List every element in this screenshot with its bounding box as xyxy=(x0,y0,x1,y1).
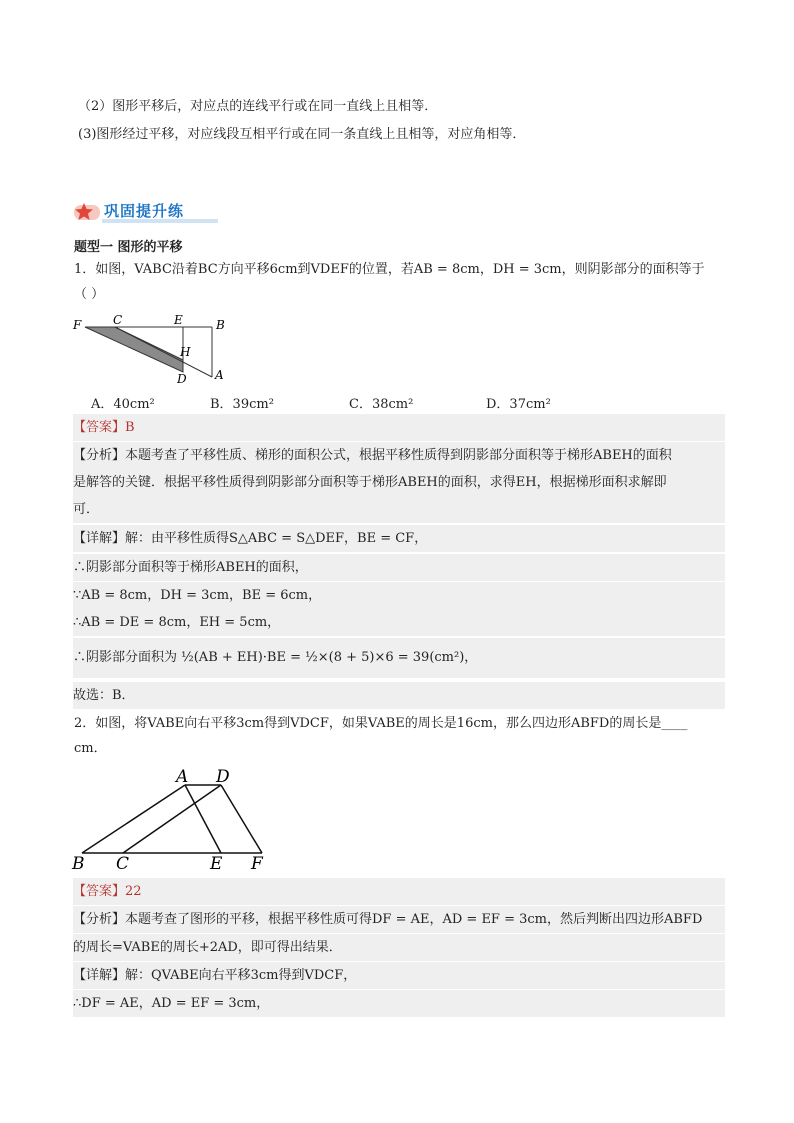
label-H: H xyxy=(180,345,191,359)
star-icon xyxy=(74,202,100,222)
q1-detail-2: ∴阴影部分面积等于梯形ABEH的面积， xyxy=(73,554,725,581)
property-3: (3)图形经过平移，对应线段互相平行或在同一条直线上且相等，对应角相等． xyxy=(78,127,526,142)
label-D: D xyxy=(177,372,187,385)
label-C: C xyxy=(116,854,130,874)
label-B: B xyxy=(72,854,85,874)
q1-detail-3: ∵AB = 8cm，DH = 3cm，BE = 6cm， xyxy=(73,582,725,609)
q2-stem-2: cm． xyxy=(74,741,107,756)
label-E: E xyxy=(174,313,183,327)
q1-analysis-1: 【分析】本题考查了平移性质、梯形的面积公式，根据平移性质得到阴影部分面积等于梯形ABEH的面积 xyxy=(73,442,725,469)
property-2: （2）图形平移后，对应点的连线平行或在同一直线上且相等． xyxy=(78,99,438,114)
q1-option-b: B．39cm² xyxy=(210,397,274,412)
q1-answer: 【答案】B xyxy=(73,414,725,441)
label-F: F xyxy=(73,318,82,332)
q2-analysis-1: 【分析】本题考查了图形的平移，根据平移性质可得DF = AE，AD = EF = 3cm，然后判断出四边形ABFD xyxy=(73,906,725,933)
q1-detail-4: ∴AB = DE = 8cm，EH = 5cm， xyxy=(73,609,725,636)
q1-analysis-3: 可． xyxy=(73,496,725,523)
q1-stem: 1．如图，VABC沿着BC方向平移6cm到VDEF的位置，若AB = 8cm，DH = 3cm，则阴影部分的面积等于 xyxy=(74,262,705,277)
q2-detail-1: 【详解】解：QVABE向右平移3cm得到VDCF， xyxy=(73,962,725,989)
q1-option-d: D．37cm² xyxy=(486,397,551,412)
q1-analysis-2: 是解答的关键．根据平移性质得到阴影部分面积等于梯形ABEH的面积，求得EH，根据梯形面积求解即 xyxy=(73,469,725,496)
type-heading: 题型一 图形的平移 xyxy=(74,240,183,255)
label-A: A xyxy=(215,368,224,382)
q1-figure xyxy=(70,310,240,385)
section-heading xyxy=(74,200,234,224)
q2-stem: 2．如图，将VABE向右平移3cm得到VDCF，如果VABE的周长是16cm，那么四边形ABFD的周长是____ xyxy=(74,716,688,731)
q2-analysis-2: 的周长=VABE的周长+2AD，即可得出结果． xyxy=(73,934,725,961)
q1-option-c: C．38cm² xyxy=(349,397,414,412)
section-title: 巩固提升练 xyxy=(104,202,185,220)
q2-figure xyxy=(68,765,278,875)
label-F: F xyxy=(251,854,263,874)
label-A: A xyxy=(176,767,189,787)
q2-detail-2: ∴DF = AE，AD = EF = 3cm， xyxy=(73,990,725,1017)
label-E: E xyxy=(210,854,223,874)
q1-detail-6: 故选：B． xyxy=(73,682,725,709)
q1-detail-5: ∴阴影部分面积为 ½(AB + EH)·BE = ½×(8 + 5)×6 = 39(cm²)， xyxy=(73,638,725,678)
q1-detail-1: 【详解】解：由平移性质得S△ABC = S△DEF，BE = CF， xyxy=(73,525,725,552)
q1-paren: （ ） xyxy=(74,287,105,302)
label-B: B xyxy=(216,318,225,332)
label-D: D xyxy=(216,767,230,787)
q2-answer: 【答案】22 xyxy=(73,878,725,905)
shaded-region xyxy=(85,327,183,372)
label-C: C xyxy=(113,313,123,327)
q1-option-a: A．40cm² xyxy=(91,397,155,412)
